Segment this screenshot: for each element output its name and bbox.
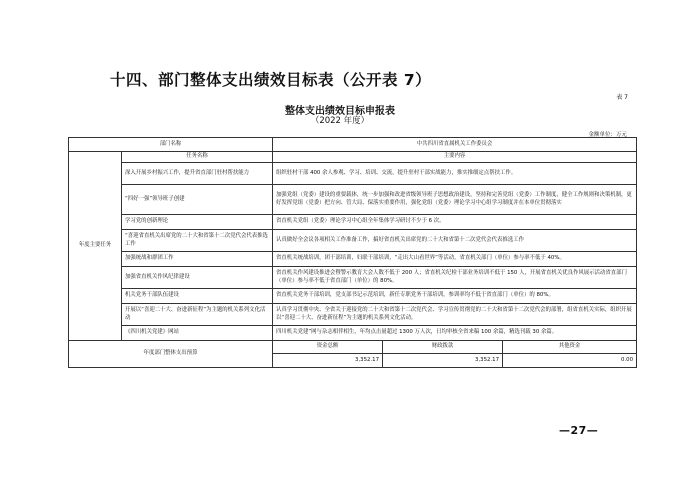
table-row	[69, 304, 637, 326]
table-row	[69, 252, 637, 267]
task-name: “四好一强”领导班子创建	[122, 185, 273, 215]
task-header-row	[69, 152, 637, 163]
task-content: 省直机关党组（党委）理论学习中心组全年集体学习研讨不少于 6 次。	[273, 215, 637, 230]
table-row	[69, 215, 637, 230]
table-row	[69, 289, 637, 304]
document-year: （2022 年度）	[310, 116, 370, 126]
budget-total-header: 资金总额	[273, 341, 383, 354]
table-row	[69, 185, 637, 215]
task-name: 加强省直机关作风纪律建设	[122, 267, 273, 289]
task-col-header: 任务名称	[122, 152, 273, 163]
task-content: 加强党组（党委）建设的重要载体，统一步加强和改进省级领导班子思想政治建设，坚持和完善党组（党委）工作制度，健全工作规则和决策机制，更好发挥党组（党委）把方向、管大局、保落实重要作用，强化党组（党委）理论学习中心组学习制度并在本单位贯彻落实	[273, 185, 637, 215]
task-content: 省直机关统战培训，团干部培训，妇联干部培训，“走出大山看世界”等活动，省直机关部门（单位）参与率不低于 40%。	[273, 252, 637, 267]
task-content: 省直机关作风建设推进会暨警示教育大会人数不低于 200 人；省直机关纪检干部业务培训不低于 150 人，开展省直机关优良作风展示活动省直部门（单位）参与率不低于省直部门（单位）的 80%。	[273, 267, 637, 289]
task-name: 开展以“喜迎二十大、奋进新征程”为主题的机关系列文化活动	[122, 304, 273, 326]
table-row	[69, 163, 637, 185]
budget-header-row	[69, 341, 637, 354]
dept-value: 中共四川省直属机关工作委员会	[273, 138, 637, 152]
task-name: “喜迎省直机关出席党的二十大和省第十二次党代会代表推选工作	[122, 230, 273, 252]
budget-other-value: 0.00	[503, 354, 637, 368]
page-number: —27—	[559, 424, 599, 437]
document-title: 整体支出绩效目标申报表	[285, 106, 395, 117]
task-group-label: 年度主要任务	[69, 152, 122, 341]
performance-table	[68, 137, 637, 368]
table-row	[69, 326, 637, 341]
table-row	[69, 267, 637, 289]
budget-other-header: 其他资金	[503, 341, 637, 354]
task-name: 机关党务干部队伍建设	[122, 289, 273, 304]
task-content: 认真做好全会议各项相关工作准备工作，搞好省直机关出席党的二十大和省第十二次党代会代表推选工作	[273, 230, 637, 252]
section-title: 十四、部门整体支出绩效目标表（公开表 7）	[110, 71, 432, 89]
task-content: 省直机关党务干部培训，党支部书记示范培训，新任专职党务干部培训，参训率均不低于省直部门（单位）的 80%。	[273, 289, 637, 304]
task-content: 四川机关党建”网与杂志相伴相生，年均点击量超过 1300 万人次，日均审核全省来稿 100 余篇，精选刊载 30 余篇。	[273, 326, 637, 341]
budget-total-value: 3,352.17	[273, 354, 383, 368]
task-name: 《四川机关党建》网站	[122, 326, 273, 341]
task-content: 认真学习贯彻中央、全省关于迎接党的二十大和省第十二次党代会、学习宣传贯彻党的二十大和省第十二次党代会的部署，组省直机关实际，组织开展以“喜迎二十大、奋进新征程”为主题的机关系列文化活动。	[273, 304, 637, 326]
task-name: 加强统战和群团工作	[122, 252, 273, 267]
table-row	[69, 230, 637, 252]
table-number: 表 7	[616, 94, 628, 101]
dept-row	[69, 138, 637, 152]
amount-unit: 金额单位：万元	[588, 132, 627, 138]
content-col-header: 主要内容	[273, 152, 637, 163]
task-content: 组织驻村干部 400 余人参观、学习、培训、交流，提升驻村干部实战能力，推实推细定点帮扶工作。	[273, 163, 637, 185]
task-name: 深入开展乡村振兴工作，提升省直部门驻村帮扶能力	[122, 163, 273, 185]
budget-label: 年度部门整体支出预算	[69, 341, 273, 368]
task-name: 学习党的创新理论	[122, 215, 273, 230]
budget-fiscal-header: 财政拨款	[383, 341, 503, 354]
dept-label: 部门名称	[69, 138, 273, 152]
budget-fiscal-value: 3,352.17	[383, 354, 503, 368]
